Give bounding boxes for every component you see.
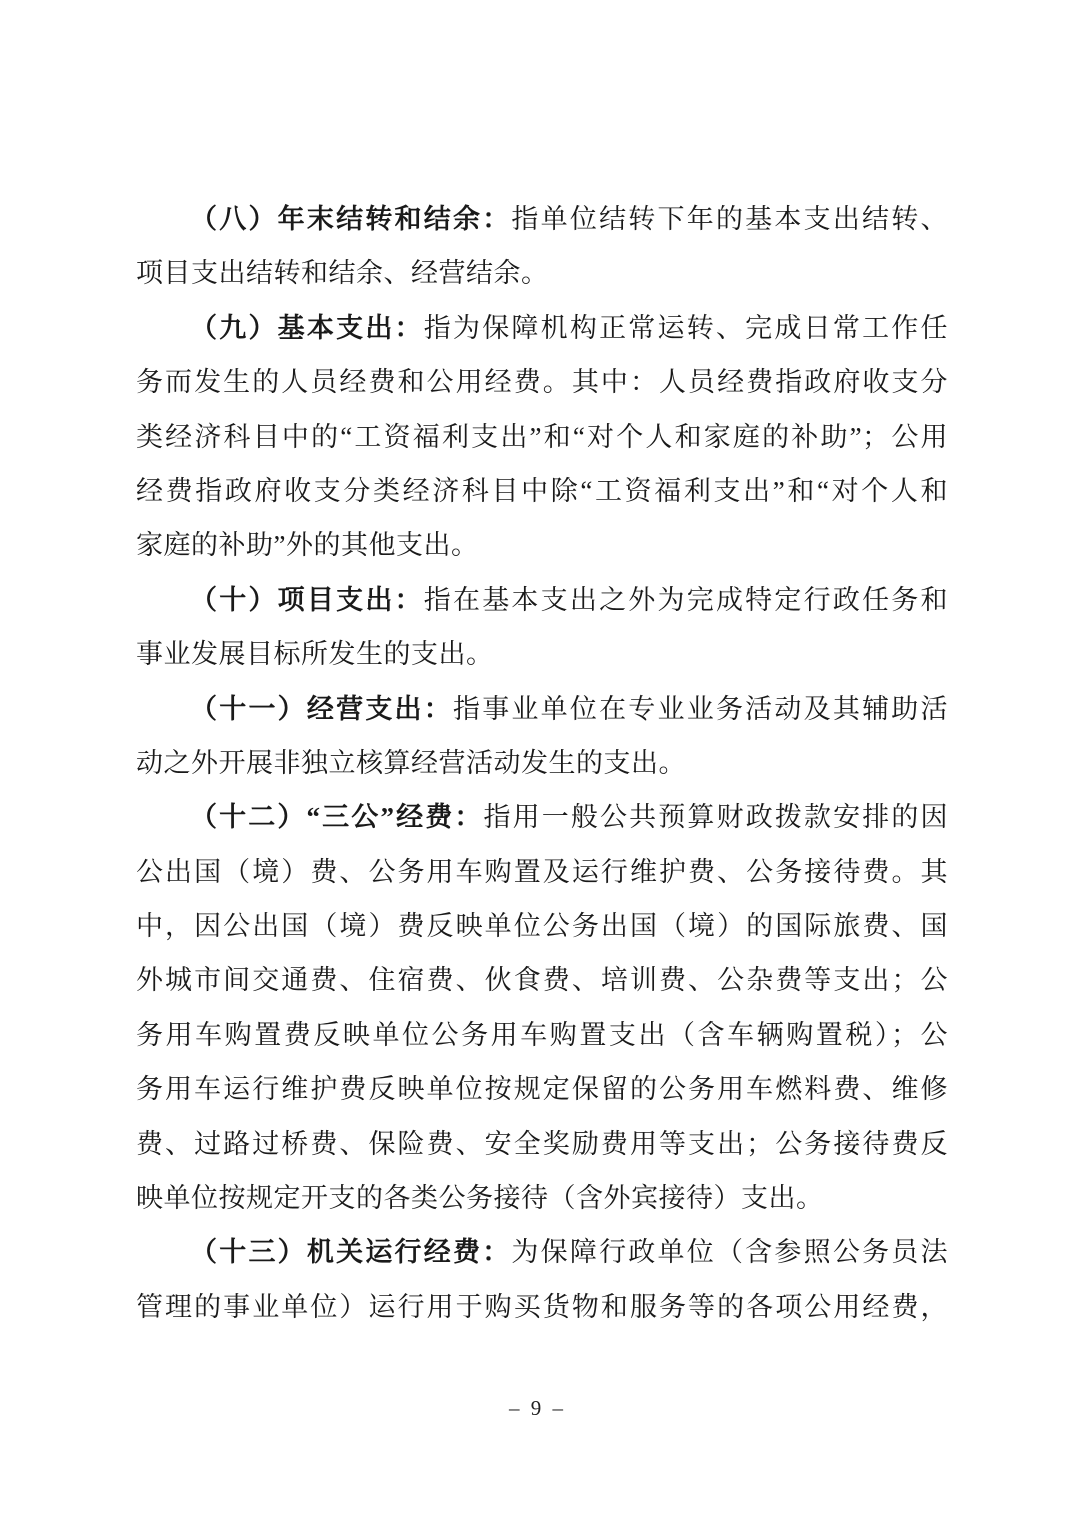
term-definition-text: 指单位结转下年的基本支出结转、 bbox=[511, 204, 948, 234]
paragraph-item-8 bbox=[136, 192, 948, 301]
text-line: 费、过路过桥费、保险费、安全奖励费用等支出；公务接待费反 bbox=[136, 1128, 948, 1159]
term-heading: （十）项目支出： bbox=[190, 584, 424, 615]
text-line: 务用车购置费反映单位公务用车购置支出（含车辆购置税）；公 bbox=[136, 1019, 948, 1050]
term-definition-text: 为保障行政单位（含参照公务员法 bbox=[511, 1237, 948, 1268]
text-line: 公出国（境）费、公务用车购置及运行维护费、公务接待费。其 bbox=[136, 856, 948, 887]
term-heading: （十二）“三公”经费： bbox=[190, 802, 484, 833]
page-body-text bbox=[136, 192, 948, 1334]
text-line bbox=[136, 192, 948, 246]
text-line bbox=[136, 1225, 948, 1279]
text-line: 务而发生的人员经费和公用经费。其中：人员经费指政府收支分 bbox=[136, 367, 948, 398]
text-line bbox=[136, 682, 948, 736]
paragraph-item-12 bbox=[136, 790, 948, 1225]
paragraph-item-9 bbox=[136, 301, 948, 573]
text-line: 管理的事业单位）运行用于购买货物和服务等的各项公用经费， bbox=[136, 1291, 948, 1322]
text-line: 家庭的补助”外的其他支出。 bbox=[136, 530, 479, 561]
paragraph-item-11 bbox=[136, 682, 948, 791]
text-line: 务用车运行维护费反映单位按规定保留的公务用车燃料费、维修 bbox=[136, 1074, 948, 1105]
text-line: 映单位按规定开支的各类公务接待（含外宾接待）支出。 bbox=[136, 1183, 824, 1214]
text-line: 中，因公出国（境）费反映单位公务出国（境）的国际旅费、国 bbox=[136, 911, 948, 942]
text-line bbox=[136, 301, 948, 355]
term-definition-text: 指为保障机构正常运转、完成日常工作任 bbox=[423, 312, 948, 343]
text-line: 类经济科目中的“工资福利支出”和“对个人和家庭的补助”；公用 bbox=[136, 421, 948, 452]
term-heading: （十一）经营支出： bbox=[190, 693, 453, 724]
text-line bbox=[136, 790, 948, 844]
text-line: 经费指政府收支分类经济科目中除“工资福利支出”和“对个人和 bbox=[136, 475, 948, 506]
page-number: – 9 – bbox=[509, 1396, 566, 1420]
term-definition-text: 指事业单位在专业业务活动及其辅助活 bbox=[452, 693, 948, 724]
text-line: 动之外开展非独立核算经营活动发生的支出。 bbox=[136, 747, 686, 778]
term-heading: （九）基本支出： bbox=[190, 312, 424, 343]
text-line: 项目支出结转和结余、经营结余。 bbox=[136, 258, 549, 289]
paragraph-item-13 bbox=[136, 1225, 948, 1334]
text-line bbox=[136, 573, 948, 627]
text-line: 事业发展目标所发生的支出。 bbox=[136, 639, 494, 670]
term-definition-text: 指在基本支出之外为完成特定行政任务和 bbox=[423, 584, 948, 615]
text-line: 外城市间交通费、住宿费、伙食费、培训费、公杂费等支出；公 bbox=[136, 965, 948, 996]
paragraph-item-10 bbox=[136, 573, 948, 682]
term-definition-text: 指用一般公共预算财政拨款安排的因 bbox=[483, 802, 948, 833]
term-heading: （十三）机关运行经费： bbox=[190, 1237, 512, 1268]
term-heading: （八）年末结转和结余： bbox=[190, 204, 512, 234]
